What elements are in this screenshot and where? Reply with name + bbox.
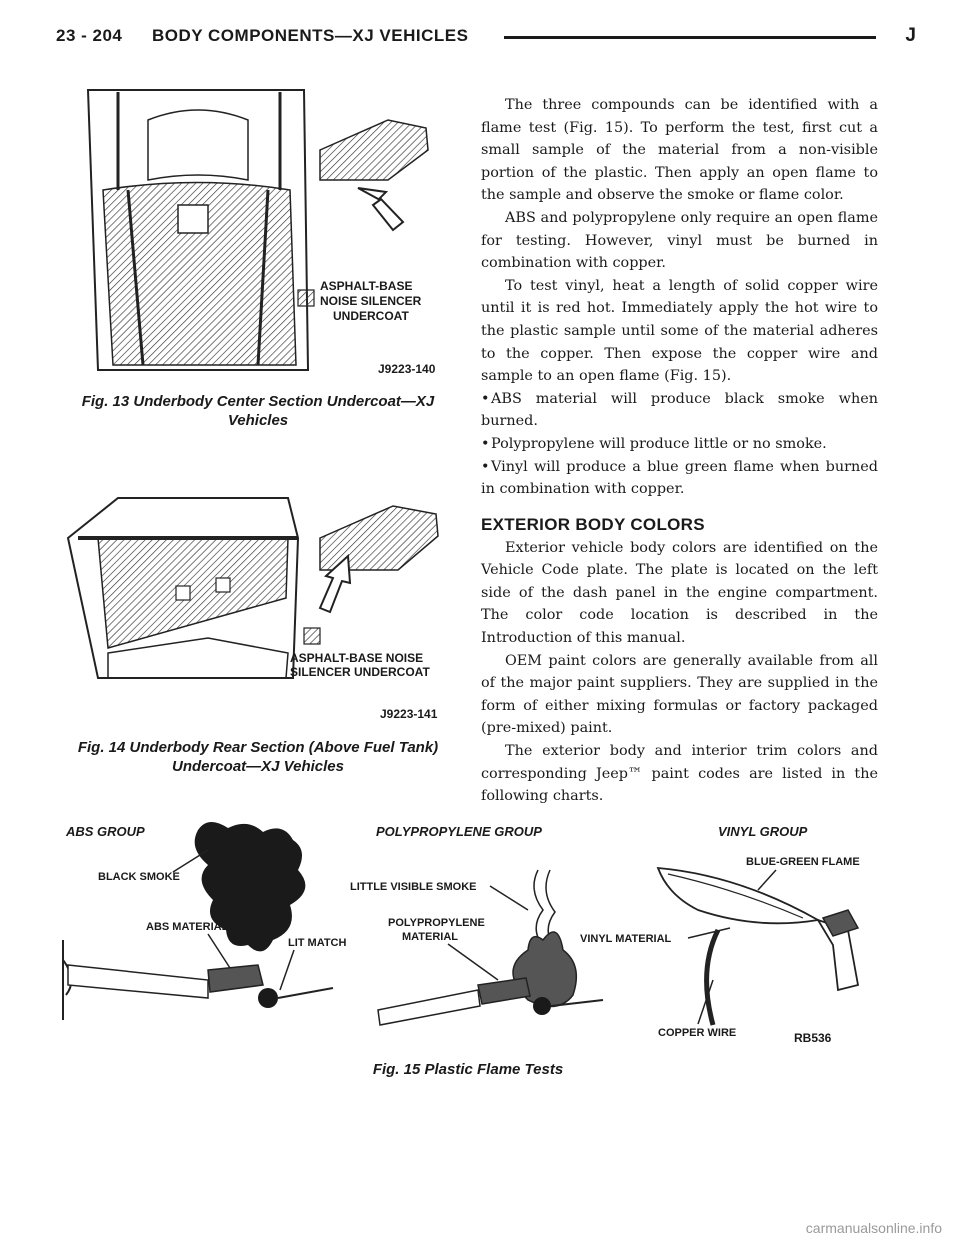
legend-text-3: UNDERCOAT xyxy=(333,309,409,323)
label-poly-material-1: POLYPROPYLENE xyxy=(388,917,485,929)
bullet-item xyxy=(481,388,878,433)
label-vinyl-material: VINYL MATERIAL xyxy=(580,933,672,945)
bullet-text: Vinyl will produce a blue green flame when burned in combination with copper. xyxy=(481,458,878,498)
figure-15-caption: Fig. 15 Plastic Flame Tests xyxy=(372,1061,564,1078)
paragraph: To test vinyl, heat a length of solid copper wire until it is red hot. Immediately apply the hot wire to the plastic sample until some of the material adheres to the copper. Then expose the copper wire and sample to an open flame (Fig. 15). xyxy=(481,277,878,385)
label-little-smoke: LITTLE VISIBLE SMOKE xyxy=(350,881,477,893)
bullet-text: ABS material will produce black smoke when burned. xyxy=(481,390,878,430)
bullet-item xyxy=(481,433,878,456)
paragraph: OEM paint colors are generally available from all of the major paint suppliers. They are supplied in the form of either mixing formulas or factory packaged (pre-mixed) paint. xyxy=(481,652,878,737)
flame-tests-drawing xyxy=(58,810,878,1050)
legend-text-2: NOISE SILENCER xyxy=(320,294,422,308)
figure-15-illustration xyxy=(58,810,878,1050)
bullet-mark: • xyxy=(481,458,490,475)
header-rule xyxy=(504,36,876,39)
caption-line: Fig. 14 Underbody Rear Section (Above Fuel Tank) xyxy=(77,739,439,756)
figure-13-caption xyxy=(58,392,458,430)
edition-letter: J xyxy=(905,25,916,46)
label-black-smoke: BLACK SMOKE xyxy=(98,871,180,883)
figure-13-illustration xyxy=(58,80,458,380)
figure-14-caption xyxy=(58,738,458,776)
figure-14-illustration xyxy=(58,478,458,728)
paragraph: The exterior body and interior trim colors and corresponding Jeep™ paint codes are listed in the following charts. xyxy=(481,743,878,805)
caption-line: Undercoat—XJ Vehicles xyxy=(171,758,344,775)
paragraph: The three compounds can be identified with a flame test (Fig. 15). To perform the test, first cut a small sample of the material from a non-visible portion of the plastic. Then apply an open flame to the sample and observe the smoke or flame color. xyxy=(481,97,878,204)
page-number: 23 - 204 xyxy=(56,26,123,45)
legend-text-2: SILENCER UNDERCOAT xyxy=(290,665,430,679)
paragraph: ABS and polypropylene only require an open flame for testing. However, vinyl must be burned in combination with copper. xyxy=(481,209,878,272)
poly-group-title: POLYPROPYLENE GROUP xyxy=(376,824,542,839)
bullet-mark: • xyxy=(481,435,490,452)
hatch-legend-swatch xyxy=(298,290,314,306)
watermark: carmanualsonline.info xyxy=(805,1220,942,1236)
figure-code: J9223-140 xyxy=(378,362,436,376)
figure-code: RB536 xyxy=(794,1031,832,1045)
hatch-legend-swatch xyxy=(304,628,320,644)
label-blue-green-flame: BLUE-GREEN FLAME xyxy=(746,856,860,868)
underbody-center-drawing xyxy=(58,80,458,380)
body-text-column xyxy=(481,94,878,808)
label-poly-material-2: MATERIAL xyxy=(402,931,459,943)
label-abs-material: ABS MATERIAL xyxy=(146,921,229,933)
bullet-item xyxy=(481,456,878,501)
section-heading: EXTERIOR BODY COLORS xyxy=(481,514,705,534)
vinyl-group-title: VINYL GROUP xyxy=(718,824,808,839)
caption-line: Fig. 13 Underbody Center Section Undercoat—XJ xyxy=(81,393,435,410)
abs-group-title: ABS GROUP xyxy=(66,824,145,839)
figure-code: J9223-141 xyxy=(380,707,438,721)
bullet-mark: • xyxy=(481,390,490,407)
legend-text-1: ASPHALT-BASE NOISE xyxy=(290,651,424,665)
label-lit-match: LIT MATCH xyxy=(288,937,347,949)
caption-line: Vehicles xyxy=(227,412,289,429)
label-copper-wire: COPPER WIRE xyxy=(658,1027,737,1039)
legend-text-1: ASPHALT-BASE xyxy=(320,279,413,293)
section-title: BODY COMPONENTS—XJ VEHICLES xyxy=(152,26,469,45)
page-header xyxy=(56,22,916,54)
bullet-text: Polypropylene will produce little or no smoke. xyxy=(491,435,827,452)
paragraph: Exterior vehicle body colors are identified on the Vehicle Code plate. The plate is located on the left side of the dash panel in the engine compartment. The color code location is described in the Introduction of this manual. xyxy=(481,539,878,647)
underbody-rear-drawing xyxy=(58,478,458,728)
